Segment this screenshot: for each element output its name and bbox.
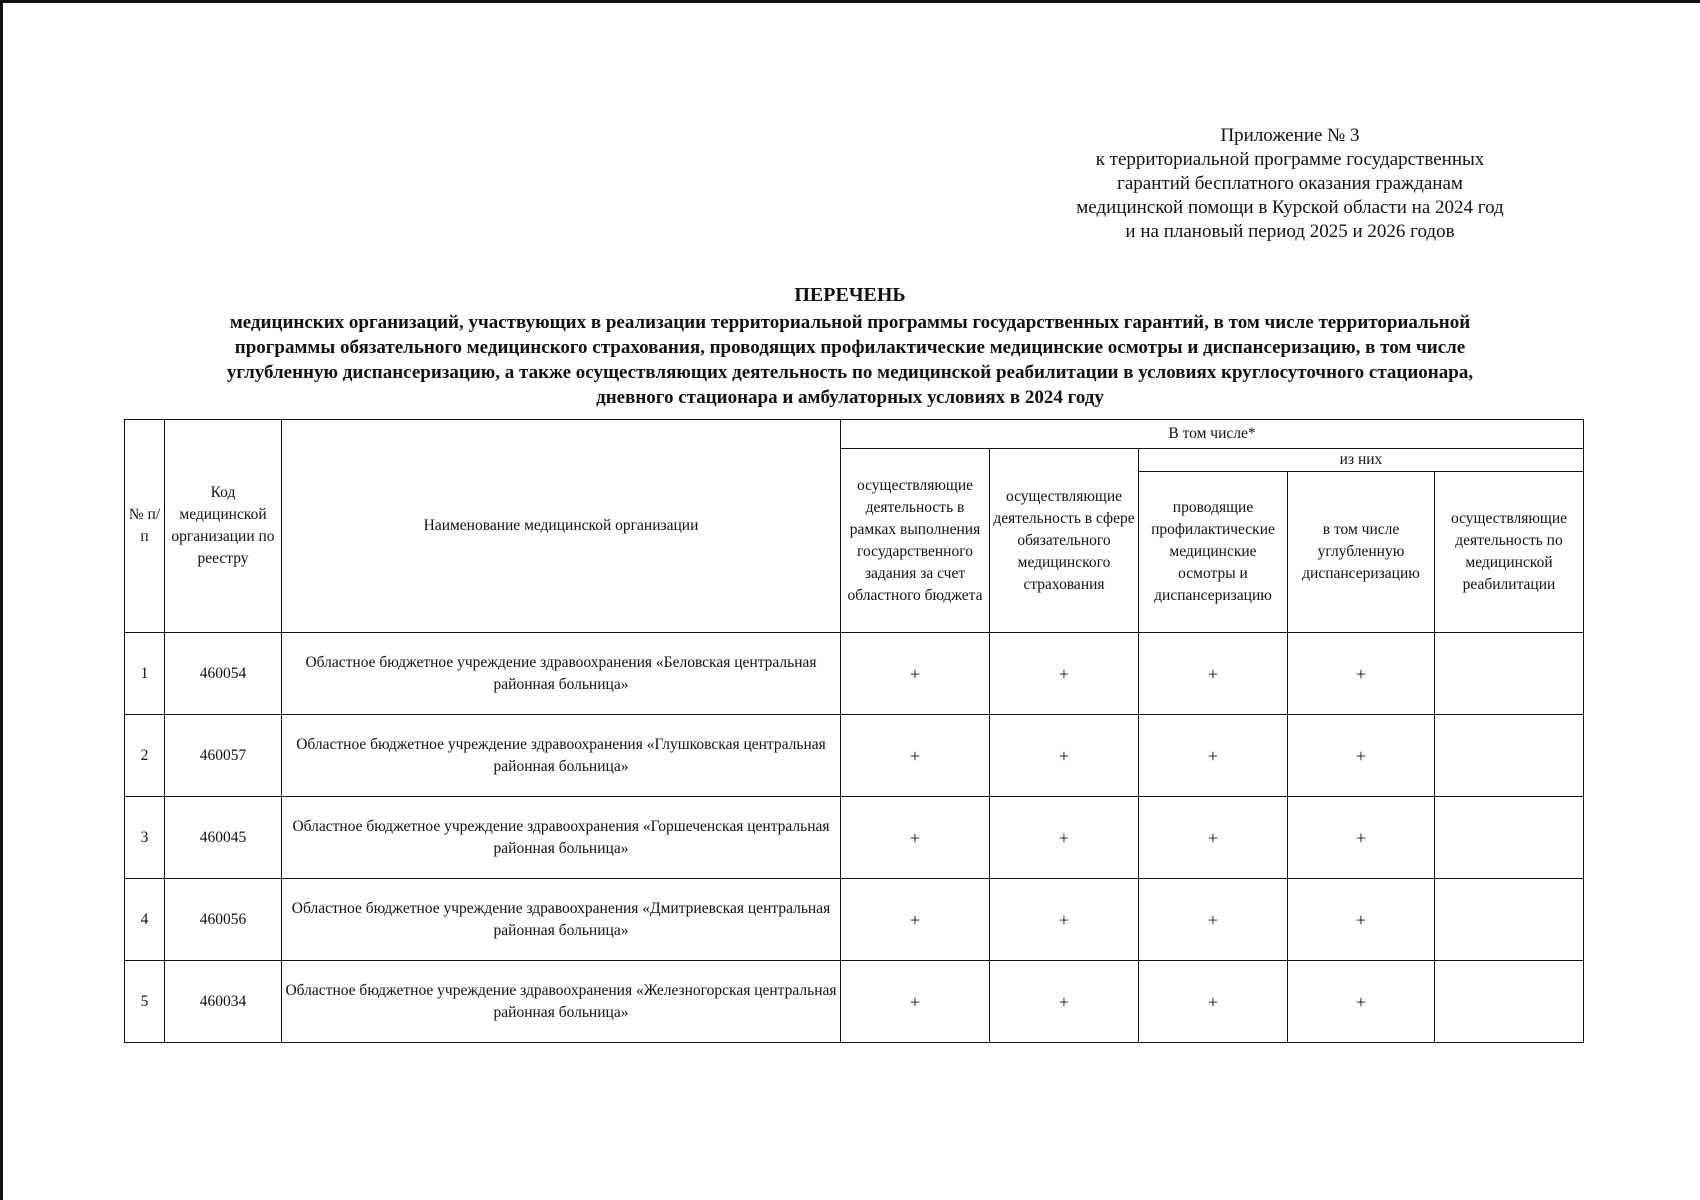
cell-oms: + (990, 879, 1139, 961)
header-in-depth: в том числе углубленную диспансеризацию (1288, 472, 1435, 633)
cell-rehab (1435, 633, 1584, 715)
cell-name: Областное бюджетное учреждение здравоохранения «Железногорская центральная районная больница» (282, 961, 841, 1043)
header-oms: осуществляющие деятельность в сфере обязательного медицинского страхования (990, 449, 1139, 633)
cell-budget: + (841, 961, 990, 1043)
appendix-line: медицинской помощи в Курской области на 2024 год (1076, 197, 1504, 218)
cell-in-depth: + (1288, 961, 1435, 1043)
cell-code: 460054 (165, 633, 282, 715)
table-row (125, 879, 1584, 961)
cell-prophylactic: + (1139, 797, 1288, 879)
cell-oms: + (990, 961, 1139, 1043)
cell-in-depth: + (1288, 797, 1435, 879)
cell-name: Областное бюджетное учреждение здравоохранения «Горшеченская центральная районная больница» (282, 797, 841, 879)
appendix-line: к территориальной программе государственных (1095, 149, 1485, 170)
cell-in-depth: + (1288, 879, 1435, 961)
cell-prophylactic: + (1139, 633, 1288, 715)
cell-oms: + (990, 633, 1139, 715)
organizations-table (124, 419, 1584, 1043)
appendix-line: и на плановый период 2025 и 2026 годов (1125, 221, 1455, 242)
title-line: медицинских организаций, участвующих в реализации территориальной программы государственных гарантий, в том числе территориальной (229, 312, 1471, 333)
cell-budget: + (841, 715, 990, 797)
header-budget: осуществляющие деятельность в рамках выполнения государственного задания за счет областного бюджета (841, 449, 990, 633)
appendix-line: гарантий бесплатного оказания гражданам (1117, 173, 1463, 194)
cell-budget: + (841, 797, 990, 879)
cell-code: 460057 (165, 715, 282, 797)
cell-rehab (1435, 715, 1584, 797)
header-prophylactic: проводящие профилактические медицинские осмотры и диспансеризацию (1139, 472, 1288, 633)
cell-name: Областное бюджетное учреждение здравоохранения «Дмитриевская центральная районная больница» (282, 879, 841, 961)
table-row (125, 797, 1584, 879)
cell-rehab (1435, 797, 1584, 879)
cell-prophylactic: + (1139, 879, 1288, 961)
appendix-note (1010, 124, 1570, 244)
cell-code: 460045 (165, 797, 282, 879)
cell-rehab (1435, 879, 1584, 961)
header-including: В том числе* (841, 420, 1584, 449)
cell-num: 5 (125, 961, 165, 1043)
cell-name: Областное бюджетное учреждение здравоохранения «Беловская центральная районная больница» (282, 633, 841, 715)
header-code: Код медицинской организации по реестру (165, 420, 282, 633)
cell-code: 460056 (165, 879, 282, 961)
document-title (120, 283, 1580, 410)
title-line: углубленную диспансеризацию, а также осуществляющих деятельность по медицинской реабилитации в условиях круглосуточного стационара, (226, 362, 1474, 383)
title-line: дневного стационара и амбулаторных условиях в 2024 году (596, 387, 1104, 408)
cell-in-depth: + (1288, 633, 1435, 715)
table-row (125, 715, 1584, 797)
cell-budget: + (841, 633, 990, 715)
cell-num: 3 (125, 797, 165, 879)
cell-budget: + (841, 879, 990, 961)
cell-num: 4 (125, 879, 165, 961)
page-border-left (0, 0, 3, 1200)
header-num: № п/п (125, 420, 165, 633)
cell-prophylactic: + (1139, 715, 1288, 797)
cell-rehab (1435, 961, 1584, 1043)
cell-prophylactic: + (1139, 961, 1288, 1043)
cell-in-depth: + (1288, 715, 1435, 797)
appendix-line: Приложение № 3 (1220, 125, 1360, 146)
header-name: Наименование медицинской организации (282, 420, 841, 633)
cell-oms: + (990, 715, 1139, 797)
header-rehab: осуществляющие деятельность по медицинской реабилитации (1435, 472, 1584, 633)
title-line: программы обязательного медицинского страхования, проводящих профилактические медицинские осмотры и диспансеризацию, в том числе (234, 337, 1466, 358)
table-row (125, 961, 1584, 1043)
cell-oms: + (990, 797, 1139, 879)
cell-num: 2 (125, 715, 165, 797)
table-row (125, 633, 1584, 715)
page-border-top (0, 0, 1700, 3)
header-of-them: из них (1139, 449, 1584, 472)
cell-num: 1 (125, 633, 165, 715)
cell-name: Областное бюджетное учреждение здравоохранения «Глушковская центральная районная больница» (282, 715, 841, 797)
cell-code: 460034 (165, 961, 282, 1043)
document-heading: ПЕРЕЧЕНЬ (794, 284, 906, 306)
